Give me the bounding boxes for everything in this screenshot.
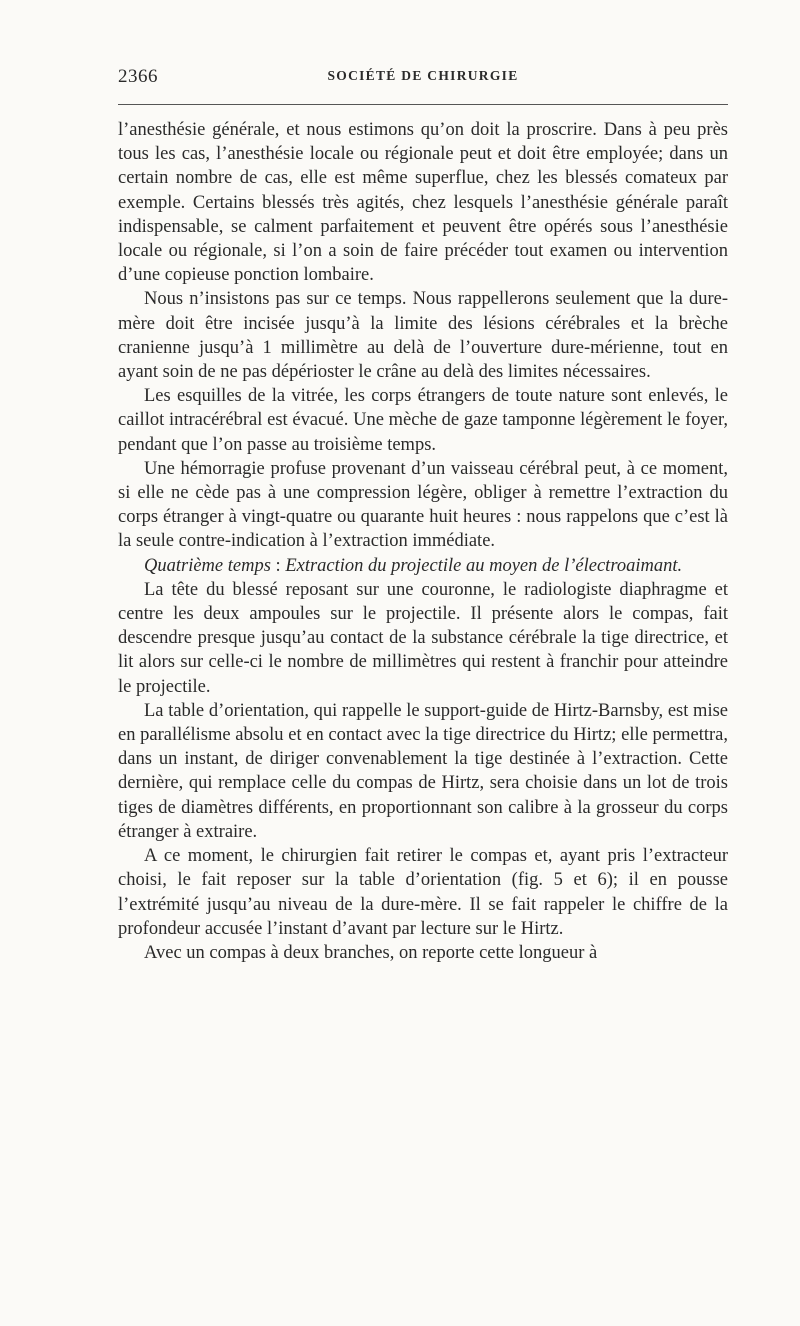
header-rule (118, 104, 728, 105)
paragraph-continued: l’anesthésie générale, et nous estimons qu’on doit la proscrire. Dans à peu près tous les cas, l’anesthésie locale ou régionale peut et doit être employée; dans un certain nombre de cas, elle est même superflue, chez les blessés comateux par exemple. Certains blessés très agités, chez lesquels l’anesthésie générale paraît indispensable, se calment parfaitement et peuvent être opérés sous l’anesthésie locale ou régionale, si l’on a soin de faire précéder tout examen ou intervention d’une copieuse ponction lombaire. (118, 120, 728, 286)
paragraph: Nous n’insistons pas sur ce temps. Nous rappellerons seulement que la dure-mère doit être incisée jusqu’à la limite des lésions cérébrales et la brèche cranienne jusqu’à 1 millimètre au delà de l’ouverture dure-mérienne, tout en ayant soin de ne pas dépérioster le crâne au delà des limites nécessaires. (118, 289, 728, 383)
page-number: 2366 (118, 66, 158, 87)
section-heading (118, 554, 728, 578)
section-subtitle: Extraction du projectile au moyen de l’électroaimant. (285, 555, 683, 576)
body-text (118, 118, 728, 965)
section-title: Quatrième temps (144, 555, 271, 576)
paragraph: La tête du blessé reposant sur une couronne, le radiologiste diaphragme et centre les deux ampoules sur le projectile. Il présente alors le compas, fait descendre presque jusqu’au contact de la substance cérébrale la tige directrice, et lit alors sur celle-ci le nombre de millimètres qui restent à franchir pour atteindre le projectile. (118, 579, 728, 697)
paragraph: A ce moment, le chirurgien fait retirer le compas et, ayant pris l’extracteur choisi, le fait reposer sur la table d’orientation (fig. 5 et 6); il en pousse l’extrémité jusqu’au niveau de la dure-mère. Il se fait rappeler le chiffre de la profondeur accusée l’instant d’avant par lecture sur le Hirtz. (118, 846, 728, 939)
paragraph: La table d’orientation, qui rappelle le support-guide de Hirtz-Barnsby, est mise en parallélisme absolu et en contact avec la tige directrice du Hirtz; elle permettra, dans un instant, de diriger convenablement la tige destinée à l’extraction. Cette dernière, qui remplace celle du compas de Hirtz, sera choisie dans un lot de trois tiges de diamètres différents, en proportionnant son calibre à la grosseur du corps étranger à extraire. (118, 700, 728, 842)
paragraph: Les esquilles de la vitrée, les corps étrangers de toute nature sont enlevés, le caillot intracérébral est évacué. Une mèche de gaze tamponne légèrement le foyer, pendant que l’on passe au troisième temps. (118, 386, 728, 455)
running-head (118, 66, 728, 96)
paragraph: Une hémorragie profuse provenant d’un vaisseau cérébral peut, à ce moment, si elle ne cède pas à une compression légère, obliger à remettre l’extraction du corps étranger à vingt-quatre ou quarante huit heures : nous rappelons que c’est là la seule contre-indication à l’extraction immédiate. (118, 458, 728, 552)
section-separator: : (270, 555, 286, 576)
paragraph: Avec un compas à deux branches, on reporte cette longueur à (144, 942, 598, 963)
journal-title: SOCIÉTÉ DE CHIRURGIE (327, 68, 519, 83)
